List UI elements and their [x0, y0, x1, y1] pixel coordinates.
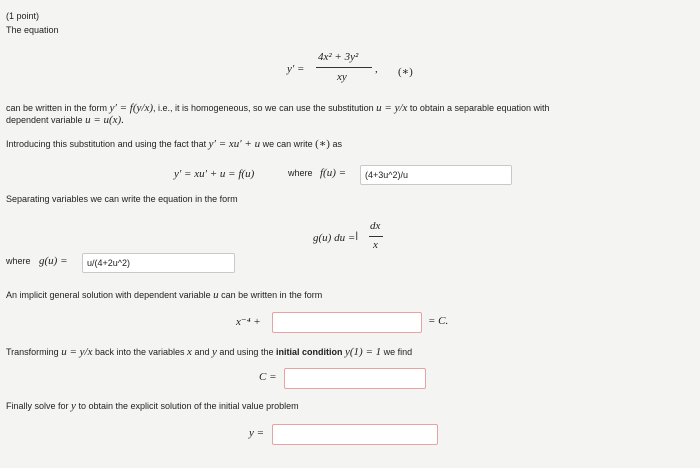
- para1-line2-text: dependent variable: [6, 115, 83, 125]
- para1-text-b: , i.e., it is homogeneous, so we can use the substitution: [153, 103, 374, 113]
- para4-math: u: [213, 289, 219, 301]
- eq3-fraction-bar: [369, 236, 383, 237]
- para5-math2: x: [187, 346, 192, 358]
- problem-title: The equation: [6, 25, 59, 35]
- text-cursor-icon: I: [355, 229, 359, 243]
- eq-main-comma: ,: [375, 63, 378, 75]
- para5-bold: initial condition: [275, 347, 343, 357]
- eq2-where: where: [288, 168, 313, 178]
- para2-math: y′ = xu′ + u: [208, 138, 261, 150]
- para4-text-a: An implicit general solution with dependent variable: [6, 290, 211, 300]
- eq3-lhs: g(u) du =: [313, 232, 356, 244]
- eq3-denominator: x: [373, 239, 378, 251]
- para5-text-e: we find: [383, 347, 413, 357]
- eq-main-denominator: xy: [337, 71, 347, 83]
- points-label: (1 point): [6, 11, 40, 21]
- eq-main-lhs: y′ =: [287, 63, 305, 75]
- para2-text-a: Introducing this substitution and using the fact that: [6, 139, 207, 149]
- para1-line2-math: u = u(x).: [85, 114, 124, 126]
- para5-math1: u = y/x: [61, 346, 93, 358]
- eq2-f-label: f(u) =: [320, 167, 347, 179]
- para1-math-sub: u = y/x: [376, 102, 408, 114]
- para5-math4: y(1) = 1: [344, 346, 382, 358]
- para5-math3: y: [212, 346, 217, 358]
- para1-line1: [6, 102, 550, 114]
- para4-text-b: can be written in the form: [221, 290, 323, 300]
- para1-text-c: to obtain a separable equation with: [409, 103, 550, 113]
- eq4-suffix: = C.: [428, 315, 449, 327]
- eq2-lhs: y′ = xu′ + u = f(u): [174, 168, 255, 180]
- g-row-where: where: [6, 256, 31, 266]
- para5-text-c: and: [194, 347, 210, 357]
- para6-text-a: Finally solve for: [6, 401, 69, 411]
- eq-main-numerator: 4x² + 3y²: [318, 51, 359, 63]
- para2-text-b: we can write: [262, 139, 313, 149]
- constant-c-field[interactable]: [284, 368, 426, 389]
- para1-text-a: can be written in the form: [6, 103, 108, 113]
- eq4-prefix: x⁻⁴ +: [236, 316, 261, 328]
- para2: [6, 137, 342, 150]
- para6: [6, 400, 299, 412]
- eq6-label: y =: [249, 427, 265, 439]
- para1-math-form: y′ = f(y/x): [109, 102, 153, 114]
- eq5-label: C =: [259, 371, 277, 383]
- para5-text-a: Transforming: [6, 347, 59, 357]
- para1-line2: [6, 114, 124, 126]
- f-u-answer-field[interactable]: (4+3u^2)/u: [360, 165, 512, 185]
- para5: [6, 346, 412, 358]
- para3: Separating variables we can write the equation in the form: [6, 194, 238, 204]
- eq3-numerator: dx: [370, 220, 381, 232]
- para2-text-c: as: [332, 139, 342, 149]
- explicit-solution-field[interactable]: [272, 424, 438, 445]
- eq-main-fraction-bar: [316, 67, 372, 68]
- g-u-answer-field[interactable]: u/(4+2u^2): [82, 253, 235, 273]
- g-row-label: g(u) =: [39, 255, 68, 267]
- eq-main-tag: (∗): [398, 66, 413, 78]
- implicit-solution-field[interactable]: [272, 312, 422, 333]
- para4: [6, 289, 322, 301]
- para5-text-d: and using the: [219, 347, 274, 357]
- para5-text-b: back into the variables: [94, 347, 185, 357]
- para6-math: y: [71, 400, 76, 412]
- para2-tag: (∗): [315, 138, 330, 150]
- para6-text-b: to obtain the explicit solution of the initial value problem: [78, 401, 299, 411]
